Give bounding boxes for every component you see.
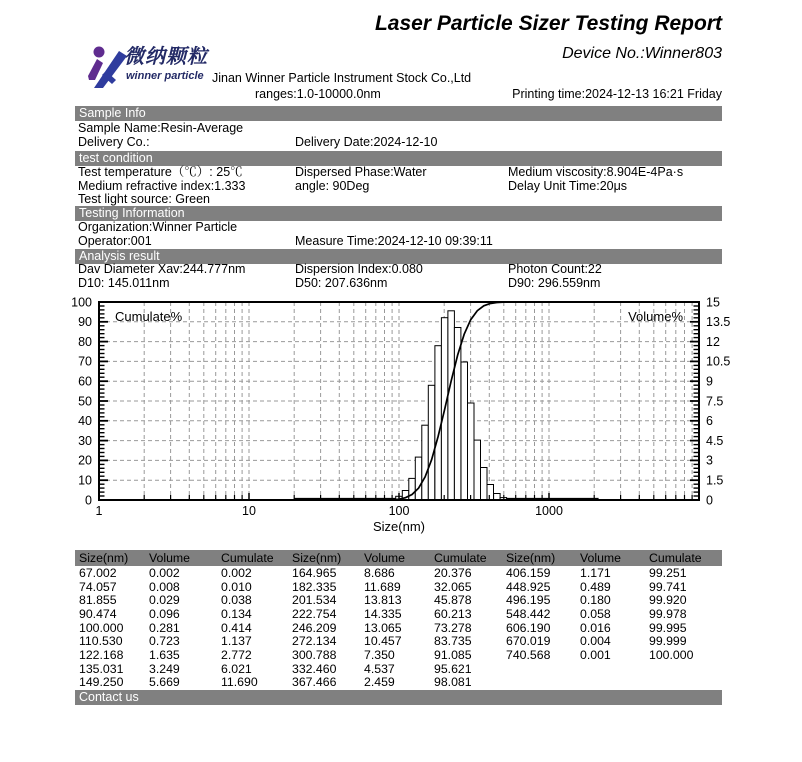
table-cell: 110.530 — [79, 634, 123, 649]
svg-text:12: 12 — [706, 334, 720, 349]
svg-text:90: 90 — [78, 315, 92, 330]
table-cell: 740.568 — [506, 647, 551, 662]
table-cell: 13.065 — [364, 620, 402, 635]
table-cell: 0.004 — [580, 634, 611, 649]
field-measure-time: Measure Time:2024-12-10 09:39:11 — [295, 234, 493, 248]
table-cell: 73.278 — [434, 620, 472, 635]
table-cell: 0.414 — [221, 620, 252, 635]
table-cell: 99.741 — [649, 579, 687, 594]
svg-text:20: 20 — [78, 453, 92, 468]
table-cell: 122.168 — [79, 647, 124, 662]
table-cell: 367.466 — [292, 675, 337, 690]
svg-text:6: 6 — [706, 414, 713, 429]
field-angle: angle: 90Deg — [295, 179, 370, 193]
ranges-text: ranges:1.0-10000.0nm — [255, 87, 381, 101]
field-photon-count: Photon Count:22 — [508, 262, 602, 276]
table-cell: 1.635 — [149, 647, 180, 662]
table-cell: 0.096 — [149, 606, 180, 621]
table-cell: 100.000 — [79, 620, 124, 635]
table-cell — [649, 663, 722, 677]
table-cell: 98.081 — [434, 675, 472, 690]
svg-text:0: 0 — [706, 493, 713, 508]
svg-text:10.5: 10.5 — [706, 354, 731, 369]
svg-text:4.5: 4.5 — [706, 433, 724, 448]
particle-size-chart — [0, 290, 802, 540]
svg-text:0: 0 — [85, 493, 92, 508]
table-row — [79, 649, 722, 663]
table-cell: 606.190 — [506, 620, 551, 635]
table-row — [79, 594, 722, 608]
svg-text:100: 100 — [71, 295, 92, 310]
table-row — [79, 635, 722, 649]
field-d10: D10: 145.011nm — [78, 276, 170, 290]
svg-text:70: 70 — [78, 354, 92, 369]
table-header-cell: Size(nm) — [292, 551, 342, 565]
table-row — [79, 663, 722, 677]
table-cell: 201.534 — [292, 593, 337, 608]
table-row — [79, 608, 722, 622]
table-header-row — [75, 550, 722, 566]
svg-text:50: 50 — [78, 394, 92, 409]
svg-text:15: 15 — [706, 295, 720, 310]
field-test-light-source: Test light source: Green — [78, 192, 211, 206]
field-d90: D90: 296.559nm — [508, 276, 601, 290]
table-cell: 0.281 — [149, 620, 180, 635]
table-cell: 0.723 — [149, 634, 180, 649]
table-cell: 1.137 — [221, 634, 252, 649]
svg-text:Size(nm): Size(nm) — [372, 519, 426, 534]
table-cell: 83.735 — [434, 634, 472, 649]
table-header-cell: Size(nm) — [79, 551, 129, 565]
page-title: Laser Particle Sizer Testing Report — [374, 12, 722, 35]
table-cell: 3.249 — [149, 661, 180, 676]
svg-text:Volume%: Volume% — [628, 309, 683, 324]
table-cell: 0.489 — [580, 579, 611, 594]
chart-svg — [0, 290, 802, 540]
table-cell: 0.008 — [149, 579, 180, 594]
table-cell: 99.251 — [649, 566, 687, 580]
svg-text:30: 30 — [78, 433, 92, 448]
table-cell: 149.250 — [79, 675, 124, 690]
device-number: Device No.:Winner803 — [562, 45, 722, 62]
svg-text:60: 60 — [78, 374, 92, 389]
section-bar-sample-info: Sample Info — [75, 106, 722, 121]
field-dav-diameter: Dav Diameter Xav:244.777nm — [78, 262, 246, 276]
section-bar-testing-information: Testing Information — [75, 206, 722, 221]
field-medium-viscosity: Medium viscosity:8.904E-4Pa·s — [508, 165, 684, 179]
svg-text:10: 10 — [78, 473, 92, 488]
table-header-cell: Volume — [364, 551, 406, 565]
table-cell: 332.460 — [292, 661, 337, 676]
table-cell — [506, 676, 580, 690]
table-cell: 2.459 — [364, 675, 395, 690]
table-cell: 0.029 — [149, 593, 180, 608]
table-cell: 81.855 — [79, 593, 117, 608]
table-cell: 99.999 — [649, 634, 687, 649]
table-header-cell: Cumulate — [649, 551, 702, 565]
table-cell: 164.965 — [292, 566, 337, 580]
table-cell: 300.788 — [292, 647, 337, 662]
printing-time: Printing time:2024-12-13 16:21 Friday — [512, 87, 722, 101]
table-row — [79, 581, 722, 595]
table-cell — [506, 663, 580, 677]
field-delivery-date: Delivery Date:2024-12-10 — [295, 135, 438, 149]
table-cell: 1.171 — [580, 566, 611, 580]
table-cell: 548.442 — [506, 606, 551, 621]
table-cell: 182.335 — [292, 579, 337, 594]
field-delivery-co: Delivery Co.: — [78, 135, 150, 149]
table-cell: 0.016 — [580, 620, 611, 635]
table-cell: 222.754 — [292, 606, 337, 621]
table-cell: 2.772 — [221, 647, 252, 662]
table-cell: 135.031 — [79, 661, 124, 676]
field-dispersed-phase: Dispersed Phase:Water — [295, 165, 427, 179]
table-cell: 10.457 — [364, 634, 402, 649]
svg-text:9: 9 — [706, 374, 713, 389]
table-cell: 0.058 — [580, 606, 611, 621]
table-cell: 100.000 — [649, 647, 694, 662]
section-bar-analysis-result: Analysis result — [75, 249, 722, 264]
section-bar-contact-us: Contact us — [75, 690, 722, 705]
table-cell: 45.878 — [434, 593, 472, 608]
svg-text:Cumulate%: Cumulate% — [115, 309, 183, 324]
svg-text:1: 1 — [95, 504, 103, 518]
table-cell: 67.002 — [79, 566, 117, 580]
table-cell: 13.813 — [364, 593, 402, 608]
svg-text:3: 3 — [706, 453, 713, 468]
table-cell: 7.350 — [364, 647, 395, 662]
table-cell: 60.213 — [434, 606, 472, 621]
table-cell: 14.335 — [364, 606, 402, 621]
table-cell — [580, 663, 649, 677]
svg-text:13.5: 13.5 — [706, 315, 731, 330]
svg-text:40: 40 — [78, 414, 92, 429]
field-d50: D50: 207.636nm — [295, 276, 388, 290]
table-cell: 11.689 — [364, 579, 401, 594]
table-header-cell: Volume — [149, 551, 191, 565]
table-cell: 0.001 — [580, 647, 611, 662]
field-test-temperature: Test temperature（℃）: 25℃ — [78, 165, 243, 179]
svg-text:100: 100 — [388, 504, 410, 518]
table-cell: 496.195 — [506, 593, 551, 608]
table-cell — [649, 676, 722, 690]
table-cell: 95.621 — [434, 661, 472, 676]
table-row — [79, 567, 722, 581]
table-cell: 99.995 — [649, 620, 687, 635]
table-cell: 20.376 — [434, 566, 472, 580]
field-operator: Operator:001 — [78, 234, 152, 248]
svg-text:80: 80 — [78, 334, 92, 349]
field-medium-refractive-index: Medium refractive index:1.333 — [78, 179, 246, 193]
table-cell: 5.669 — [149, 675, 180, 690]
field-dispersion-index: Dispersion Index:0.080 — [295, 262, 423, 276]
svg-text:10: 10 — [242, 504, 256, 518]
svg-text:1000: 1000 — [535, 504, 563, 518]
table-cell: 0.002 — [221, 566, 252, 580]
table-cell: 0.038 — [221, 593, 252, 608]
table-cell: 0.134 — [221, 606, 252, 621]
table-cell: 0.180 — [580, 593, 611, 608]
table-cell: 272.134 — [292, 634, 337, 649]
table-header-cell: Cumulate — [434, 551, 487, 565]
company-logo — [86, 44, 216, 90]
table-cell: 670.019 — [506, 634, 551, 649]
table-cell: 246.209 — [292, 620, 337, 635]
table-cell: 0.002 — [149, 566, 180, 580]
table-header-cell: Volume — [580, 551, 622, 565]
distribution-table — [75, 567, 722, 690]
section-bar-test-condition: test condition — [75, 151, 722, 166]
field-delay-unit-time: Delay Unit Time:20μs — [508, 179, 628, 193]
table-header-cell: Cumulate — [221, 551, 274, 565]
table-cell: 91.085 — [434, 647, 472, 662]
table-cell: 8.686 — [364, 566, 395, 580]
svg-text:1.5: 1.5 — [706, 473, 724, 488]
company-name: Jinan Winner Particle Instrument Stock Co.,Ltd — [212, 71, 472, 85]
table-cell: 448.925 — [506, 579, 551, 594]
table-cell: 6.021 — [221, 661, 252, 676]
table-cell: 74.057 — [79, 579, 117, 594]
table-header-cell: Size(nm) — [506, 551, 556, 565]
table-cell: 99.978 — [649, 606, 687, 621]
table-cell: 406.159 — [506, 566, 551, 580]
table-cell: 32.065 — [434, 579, 472, 594]
field-organization: Organization:Winner Particle — [78, 220, 238, 234]
table-cell: 4.537 — [364, 661, 395, 676]
table-cell: 90.474 — [79, 606, 117, 621]
table-row — [79, 676, 722, 690]
table-cell: 11.690 — [221, 675, 258, 690]
logo-brand-cn: 微纳颗粒 — [124, 46, 208, 68]
table-cell: 0.010 — [221, 579, 252, 594]
field-sample-name: Sample Name:Resin-Average — [78, 121, 244, 135]
table-cell: 99.920 — [649, 593, 687, 608]
table-cell — [580, 676, 649, 690]
table-row — [79, 622, 722, 636]
svg-text:7.5: 7.5 — [706, 394, 724, 409]
logo-brand-en: winner particle — [126, 70, 204, 82]
